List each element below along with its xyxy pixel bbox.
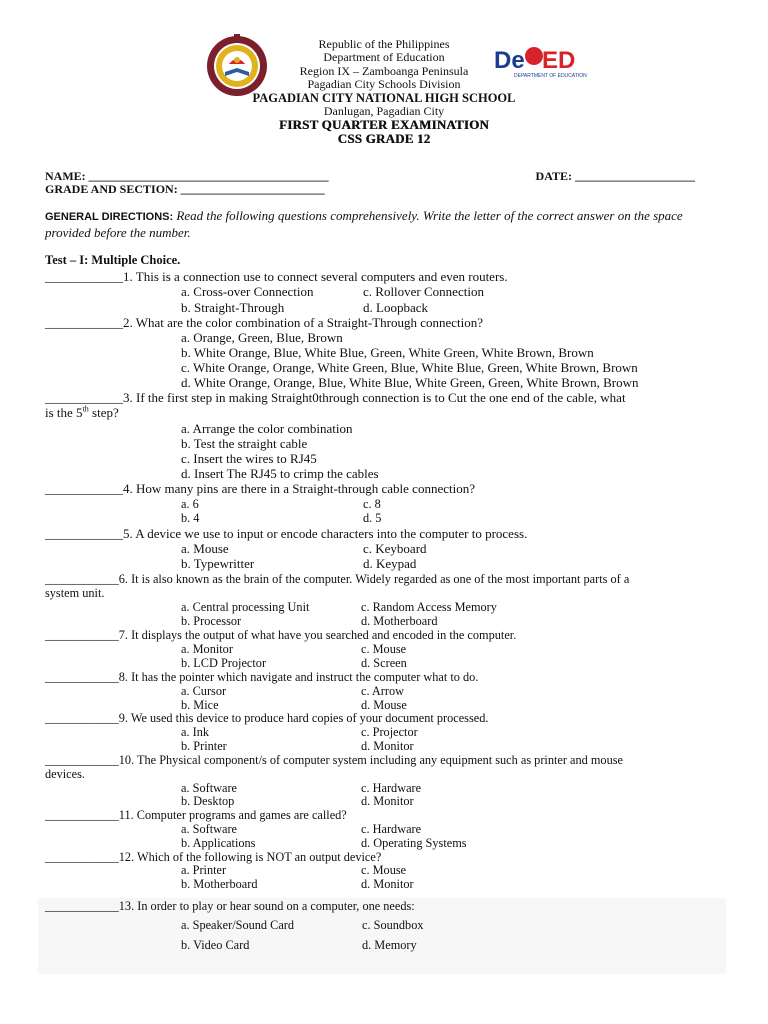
question-9: ____________9. We used this device to produce hard copies of your document processed. — [45, 711, 489, 725]
option-b: b. Straight-Through — [181, 300, 285, 315]
test-title: Test – I: Multiple Choice. — [45, 253, 181, 267]
option-b: b. Processor — [181, 614, 242, 628]
option-a: a. Monitor — [181, 642, 233, 656]
option-d: d. Memory — [362, 938, 417, 952]
question-8: ____________8. It has the pointer which navigate and instruct the computer what to do. — [45, 670, 479, 684]
option-b: b. 4 — [181, 511, 200, 525]
exam-title: FIRST QUARTER EXAMINATION — [279, 117, 489, 133]
option-d: d. Keypad — [363, 556, 417, 571]
general-directions — [45, 208, 725, 241]
option-a: a. 6 — [181, 497, 199, 511]
option-a: a. Ink — [181, 725, 209, 739]
option-c: c. 8 — [363, 497, 381, 511]
option-c: c. White Orange, Orange, White Green, Blue, White Blue, Green, White Brown, Brown — [181, 360, 638, 375]
question-10: ____________10. The Physical component/s of computer system including any equipment such as printer and mouse — [45, 753, 623, 767]
question-3-continued: is the 5th step? — [45, 404, 119, 420]
option-b: b. Motherboard — [181, 877, 258, 891]
option-a: a. Cursor — [181, 684, 227, 698]
option-d: d. Loopback — [363, 300, 428, 315]
option-c: c. Hardware — [361, 822, 422, 836]
option-a: a. Central processing Unit — [181, 600, 310, 614]
option-d: d. Monitor — [361, 739, 414, 753]
date-field[interactable]: DATE: ____________________ — [535, 169, 695, 183]
option-b: b. Applications — [181, 836, 256, 850]
option-a: a. Printer — [181, 863, 227, 877]
question-11: ____________11. Computer programs and games are called? — [45, 808, 347, 822]
option-a: a. Software — [181, 822, 237, 836]
option-a: a. Software — [181, 781, 237, 795]
option-d: d. Motherboard — [361, 614, 438, 628]
question-13: ____________13. In order to play or hear sound on a computer, one needs: — [45, 899, 415, 913]
option-c: c. Mouse — [361, 863, 407, 877]
document-header — [0, 38, 768, 145]
header-line-department: Department of Education — [323, 50, 445, 65]
option-a: a. Speaker/Sound Card — [181, 918, 295, 932]
option-a: a. Orange, Green, Blue, Brown — [181, 330, 343, 345]
school-name: PAGADIAN CITY NATIONAL HIGH SCHOOL — [252, 90, 516, 105]
option-d: d. Mouse — [361, 698, 407, 712]
option-c: c. Arrow — [361, 684, 405, 698]
header-line-republic: Republic of the Philippines — [318, 37, 450, 51]
option-c: c. Insert the wires to RJ45 — [181, 451, 317, 466]
question-10-continued: devices. — [45, 767, 85, 781]
question-7: ____________7. It displays the output of what have you searched and encoded in the computer. — [45, 628, 517, 642]
grade-section-field[interactable]: GRADE AND SECTION: ________________________ — [45, 182, 325, 196]
name-field[interactable]: NAME: ________________________________________ — [45, 169, 329, 183]
question-12: ____________12. Which of the following is NOT an output device? — [45, 850, 382, 864]
option-c: c. Rollover Connection — [363, 284, 484, 299]
question-6-continued: system unit. — [45, 586, 105, 600]
option-d: d. Monitor — [361, 794, 414, 808]
option-d: d. Monitor — [361, 877, 414, 891]
question-1: ____________1. This is a connection use to connect several computers and even routers. — [45, 269, 508, 284]
option-b: b. Desktop — [181, 794, 235, 808]
option-d: d. Operating Systems — [361, 836, 467, 850]
option-a: a. Cross-over Connection — [181, 284, 314, 299]
option-c: c. Mouse — [361, 642, 407, 656]
option-b: b. Typewritter — [181, 556, 255, 571]
option-b: b. Video Card — [181, 938, 250, 952]
question-4: ____________4. How many pins are there in a Straight-through cable connection? — [45, 481, 475, 496]
directions-label: GENERAL DIRECTIONS: — [45, 211, 174, 223]
question-6: ____________6. It is also known as the brain of the computer. Widely regarded as one of the most important parts of a — [45, 572, 630, 586]
svg-text:DEPARTMENT OF EDUCATION: DEPARTMENT OF EDUCATION — [514, 73, 587, 79]
option-b: b. LCD Projector — [181, 656, 267, 670]
option-b: b. Test the straight cable — [181, 436, 308, 451]
option-c: c. Soundbox — [362, 918, 424, 932]
option-a: a. Arrange the color combination — [181, 421, 353, 436]
option-d: d. 5 — [363, 511, 382, 525]
option-b: b. Printer — [181, 739, 227, 753]
question-3: ____________3. If the first step in making Straight0through connection is to Cut the one end of the cable, what — [45, 390, 626, 405]
question-2: ____________2. What are the color combination of a Straight-Through connection? — [45, 315, 484, 330]
option-c: c. Keyboard — [363, 541, 427, 556]
svg-text:ED: ED — [542, 47, 576, 74]
option-a: a. Mouse — [181, 541, 229, 556]
option-d: d. White Orange, Orange, Blue, White Blue, White Green, Green, White Brown, Brown — [181, 375, 639, 390]
option-d: d. Insert The RJ45 to crimp the cables — [181, 466, 379, 481]
option-b: b. Mice — [181, 698, 219, 712]
option-b: b. White Orange, Blue, White Blue, Green, White Green, White Brown, Brown — [181, 345, 594, 360]
option-c: c. Random Access Memory — [361, 600, 497, 614]
directions-text: Read the following questions comprehensively. Write the letter of the correct answer on the space provided before the number. — [45, 208, 683, 240]
svg-text:De: De — [494, 47, 525, 74]
header-line-division: Pagadian City Schools Division — [307, 77, 461, 92]
school-address: Danlugan, Pagadian City — [323, 104, 445, 119]
option-c: c. Hardware — [361, 781, 422, 795]
option-c: c. Projector — [361, 725, 418, 739]
question-5: ____________5. A device we use to input or encode characters into the computer to process. — [45, 526, 528, 541]
exam-subject: CSS GRADE 12 — [337, 130, 431, 146]
header-line-region: Region IX – Zamboanga Peninsula — [299, 63, 469, 78]
option-d: d. Screen — [361, 656, 407, 670]
student-info — [45, 170, 735, 196]
